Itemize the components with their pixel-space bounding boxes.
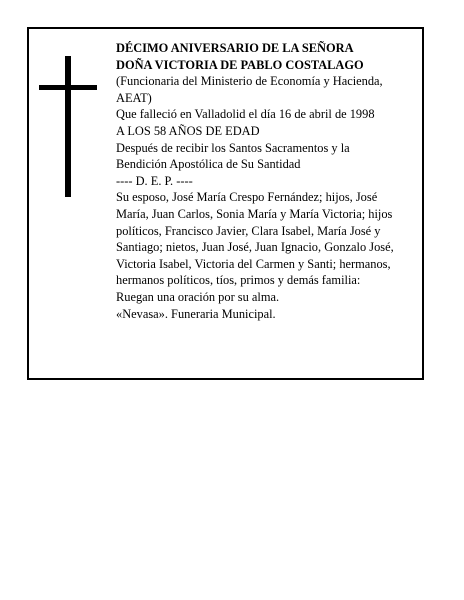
- family-line: Santiago; nietos, Juan José, Juan Ignacio, Gonzalo José,: [116, 240, 394, 255]
- notice-title-line-2: DOÑA VICTORIA DE PABLO COSTALAGO: [116, 57, 364, 72]
- prayer-request: Ruegan una oración por su alma.: [116, 289, 280, 304]
- family-line: Su esposo, José María Crespo Fernández; hijos, José: [116, 190, 378, 205]
- sacraments-line-1: Después de recibir los Santos Sacramentos y la: [116, 140, 350, 155]
- age-at-death: A LOS 58 AÑOS DE EDAD: [116, 123, 260, 138]
- cross-icon-bar: [39, 85, 97, 90]
- sacraments-line-2: Bendición Apostólica de Su Santidad: [116, 157, 301, 172]
- family-line: políticos, Francisco Javier, Clara Isabel, María José y: [116, 223, 381, 238]
- deceased-role-line-2: AEAT): [116, 90, 152, 105]
- notice-title-line-1: DÉCIMO ANIVERSARIO DE LA SEÑORA: [116, 41, 354, 55]
- death-info: Que falleció en Valladolid el día 16 de abril de 1998: [116, 107, 375, 122]
- family-line: Victoria Isabel, Victoria del Carmen y Santi; hermanos,: [116, 256, 391, 271]
- family-line: hermanos políticos, tíos, primos y demás familia:: [116, 273, 361, 288]
- rip-line: ---- D. E. P. ----: [116, 173, 193, 188]
- family-line: María, Juan Carlos, Sonia María y María Victoria; hijos: [116, 206, 393, 221]
- funeral-home: «Nevasa». Funeraria Municipal.: [116, 306, 276, 321]
- deceased-role-line-1: (Funcionaria del Ministerio de Economía y Hacienda,: [116, 74, 383, 89]
- notice-text: [116, 40, 426, 322]
- obituary-notice: [27, 27, 424, 380]
- cross-icon: [65, 56, 71, 197]
